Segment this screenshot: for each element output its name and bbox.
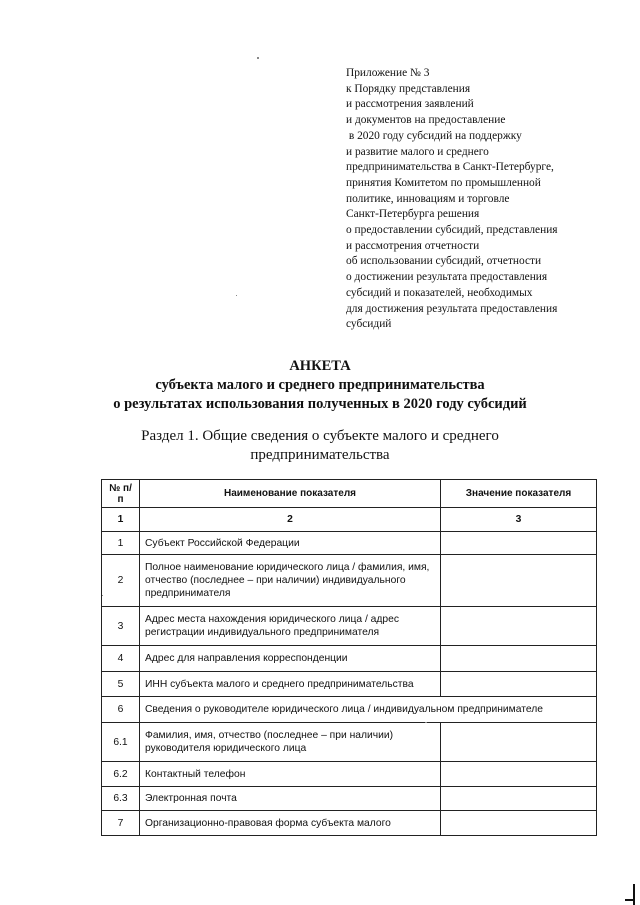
scan-speck <box>236 295 237 296</box>
row-label: ИНН субъекта малого и среднего предпринимательства <box>140 672 441 697</box>
appendix-line: об использовании субсидий, отчетности <box>346 255 542 268</box>
row-value-field[interactable] <box>441 762 597 787</box>
row-label: Адрес места нахождения юридического лица / адрес регистрации индивидуального предпринимателя <box>140 607 441 646</box>
row-number: 7 <box>102 811 140 836</box>
appendix-line: предпринимательства в Санкт-Петербурге, <box>346 161 554 174</box>
section-heading-1: Раздел 1. Общие сведения о субъекте малого и среднего <box>141 428 499 444</box>
table-row <box>102 607 597 646</box>
scan-speck <box>425 722 427 723</box>
header-num: № п/п <box>102 480 140 508</box>
index-cell: 1 <box>102 508 140 532</box>
appendix-line: политике, инновациям и торговле <box>346 192 510 205</box>
form-subtitle-2: о результатах использования полученных в 2020 году субсидий <box>113 396 527 412</box>
appendix-line: и рассмотрения отчетности <box>346 239 480 252</box>
row-label: Адрес для направления корреспонденции <box>140 646 441 672</box>
index-cell: 2 <box>140 508 441 532</box>
table-row <box>102 697 597 723</box>
row-value-field[interactable] <box>441 811 597 836</box>
row-value-field[interactable] <box>441 532 597 555</box>
row-number: 6.2 <box>102 762 140 787</box>
table-header-row <box>102 480 597 508</box>
row-number: 4 <box>102 646 140 672</box>
scan-speck <box>257 57 259 59</box>
row-number: 6.3 <box>102 787 140 811</box>
table-index-row <box>102 508 597 532</box>
row-value-field[interactable] <box>441 646 597 672</box>
appendix-line: субсидий и показателей, необходимых <box>346 286 533 299</box>
appendix-line: Приложение № 3 <box>346 67 430 79</box>
appendix-line: и развитие малого и среднего <box>346 145 489 158</box>
scan-edge-mark <box>625 899 635 901</box>
appendix-line: субсидий <box>346 318 392 331</box>
form-title: АНКЕТА <box>289 358 351 374</box>
row-number: 5 <box>102 672 140 697</box>
table-row <box>102 787 597 811</box>
header-value: Значение показателя <box>441 480 597 508</box>
appendix-line: и рассмотрения заявлений <box>346 98 474 111</box>
info-table <box>101 479 597 836</box>
table-row <box>102 723 597 762</box>
table-row <box>102 646 597 672</box>
row-value-field[interactable] <box>441 672 597 697</box>
row-label-merged: Сведения о руководителе юридического лица / индивидуальном предпринимателе <box>140 697 597 723</box>
table-row <box>102 762 597 787</box>
row-number: 1 <box>102 532 140 555</box>
appendix-line: для достижения результата предоставления <box>346 302 558 315</box>
appendix-line: к Порядку представления <box>346 82 471 95</box>
appendix-line: о достижении результата предоставления <box>346 271 548 284</box>
row-value-field[interactable] <box>441 555 597 607</box>
row-value-field[interactable] <box>441 607 597 646</box>
appendix-line: и документов на предоставление <box>346 114 506 127</box>
appendix-line: о предоставлении субсидий, представления <box>346 224 558 237</box>
index-cell: 3 <box>441 508 597 532</box>
row-label: Полное наименование юридического лица / фамилия, имя, отчество (последнее – при наличии) индивидуального предпринимателя <box>140 555 441 607</box>
table-row <box>102 672 597 697</box>
row-label: Организационно-правовая форма субъекта малого <box>140 811 441 836</box>
section-heading-2: предпринимательства <box>250 447 390 463</box>
table-row <box>102 811 597 836</box>
row-number: 6.1 <box>102 723 140 762</box>
appendix-line: Санкт-Петербурга решения <box>346 208 480 221</box>
scan-speck <box>102 595 103 596</box>
row-number: 6 <box>102 697 140 723</box>
row-value-field[interactable] <box>441 787 597 811</box>
appendix-line: принятия Комитетом по промышленной <box>346 176 541 189</box>
row-number: 3 <box>102 607 140 646</box>
row-label: Субъект Российской Федерации <box>140 532 441 555</box>
appendix-line: в 2020 году субсидий на поддержку <box>346 129 522 142</box>
form-subtitle-1: субъекта малого и среднего предпринимательства <box>155 377 485 393</box>
table-row <box>102 555 597 607</box>
row-label: Контактный телефон <box>140 762 441 787</box>
header-name: Наименование показателя <box>140 480 441 508</box>
row-number: 2 <box>102 555 140 607</box>
row-value-field[interactable] <box>441 723 597 762</box>
row-label: Фамилия, имя, отчество (последнее – при наличии) руководителя юридического лица <box>140 723 441 762</box>
table-row <box>102 532 597 555</box>
scan-edge-mark <box>633 884 635 905</box>
row-label: Электронная почта <box>140 787 441 811</box>
appendix-block <box>346 66 606 333</box>
